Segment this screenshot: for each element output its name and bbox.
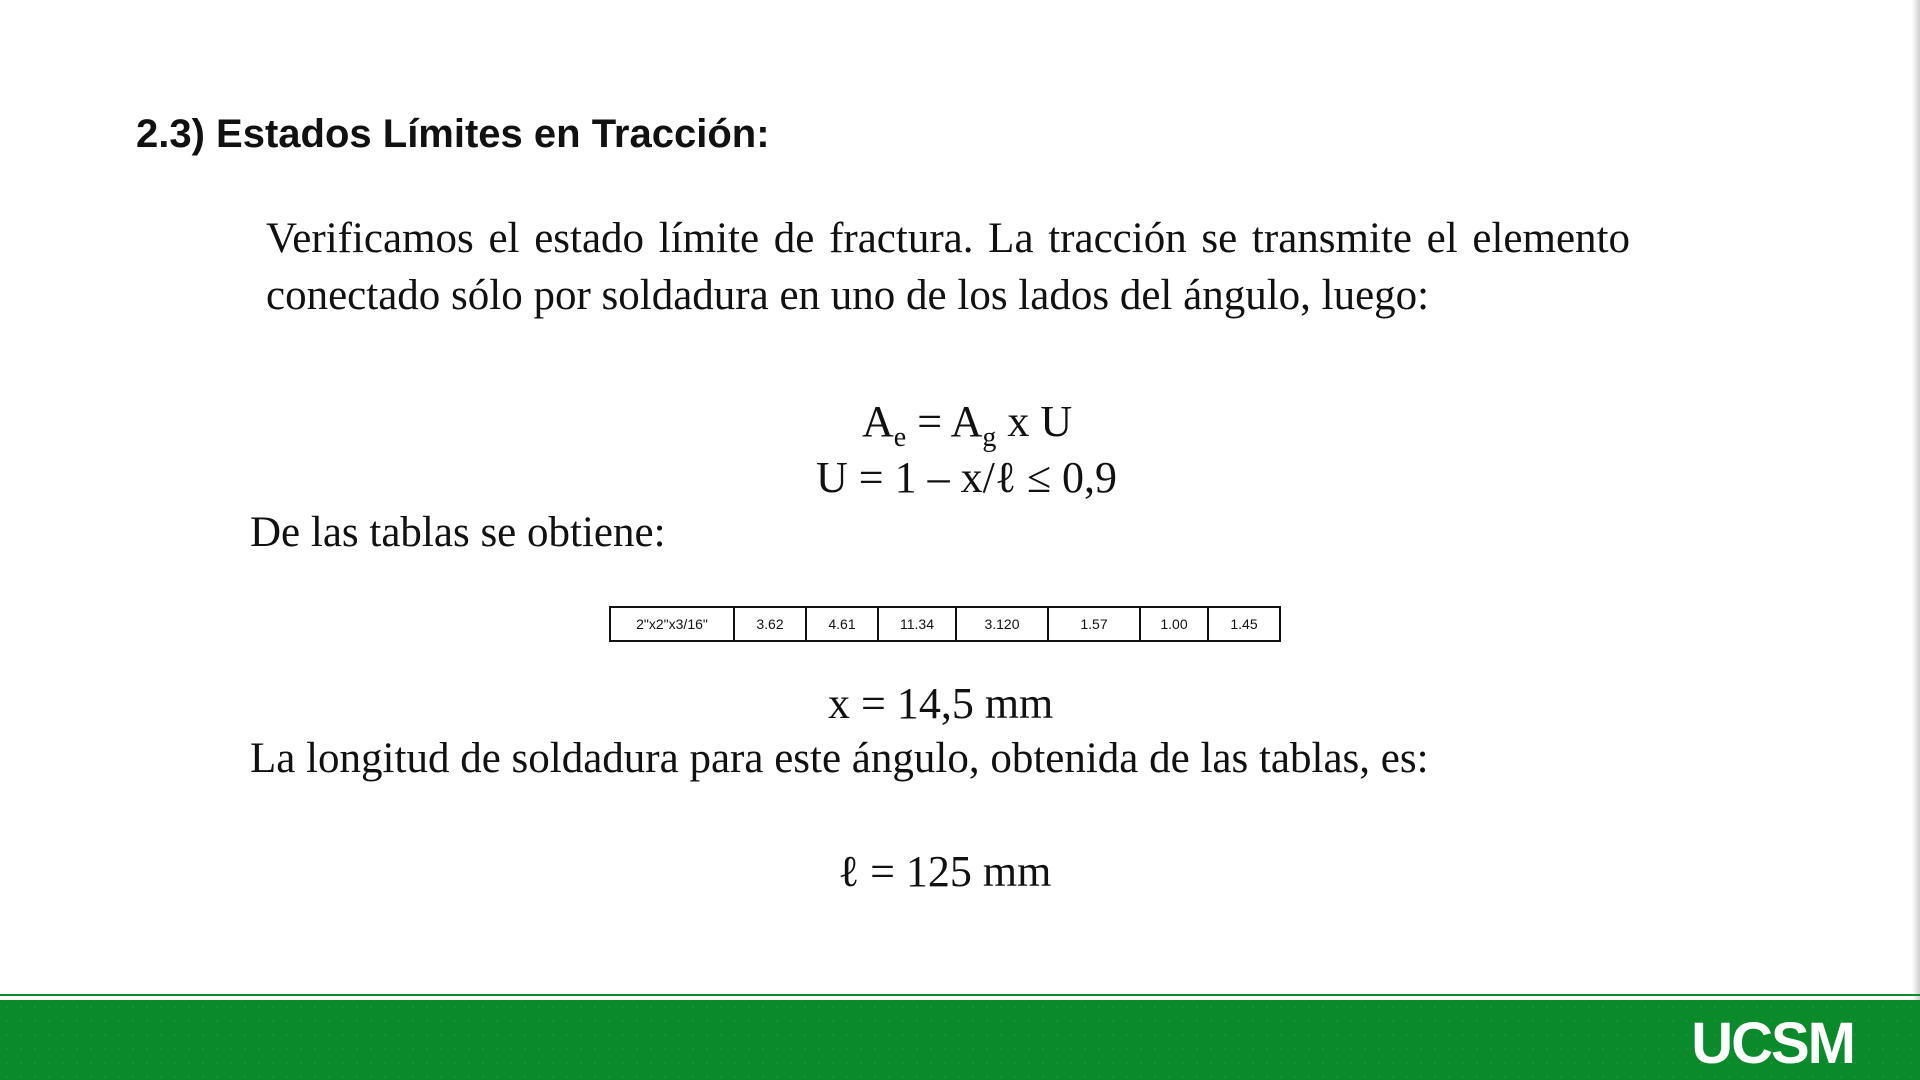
table-cell: 3.120	[956, 607, 1048, 641]
footer-divider	[0, 994, 1920, 996]
reduction-factor-formula: U = 1 – x/ℓ ≤ 0,9	[816, 453, 1118, 502]
formula-u-term: x U	[996, 397, 1073, 446]
formula-ae-subscript: e	[893, 422, 907, 453]
tables-intro-text: De las tablas se obtiene:	[250, 509, 666, 556]
weld-length-intro-text: La longitud de soldadura para este ángulo, obtenida de las tablas, es:	[250, 735, 1429, 782]
formula-ae-base: A	[862, 397, 894, 446]
footer-bar	[0, 1000, 1920, 1080]
table-cell: 1.57	[1048, 607, 1140, 641]
slide-edge-shadow	[1912, 0, 1920, 1000]
table-cell: 1.45	[1208, 607, 1280, 641]
section-heading: 2.3) Estados Límites en Tracción:	[136, 112, 770, 156]
formula-ag-subscript: g	[982, 422, 997, 453]
table-row	[610, 607, 1280, 641]
intro-paragraph: Verificamos el estado límite de fractura. La tracción se transmite el elemento conectado sólo por soldadura en uno de los lados del ángulo, luego:	[266, 215, 1630, 319]
table-cell: 4.61	[806, 607, 878, 641]
formula-ag-base: = A	[906, 397, 983, 446]
effective-area-formula	[862, 396, 1073, 453]
table-cell: 2"x2"x3/16"	[610, 607, 734, 641]
angle-properties-table	[609, 606, 1281, 642]
table-cell: 1.00	[1140, 607, 1208, 641]
table-cell: 11.34	[878, 607, 956, 641]
table-cell: 3.62	[734, 607, 806, 641]
ucsm-logo: UCSM	[1691, 1011, 1854, 1076]
weld-length-value-text: ℓ = 125 mm	[838, 847, 1052, 896]
x-value-text: x = 14,5 mm	[828, 679, 1054, 728]
